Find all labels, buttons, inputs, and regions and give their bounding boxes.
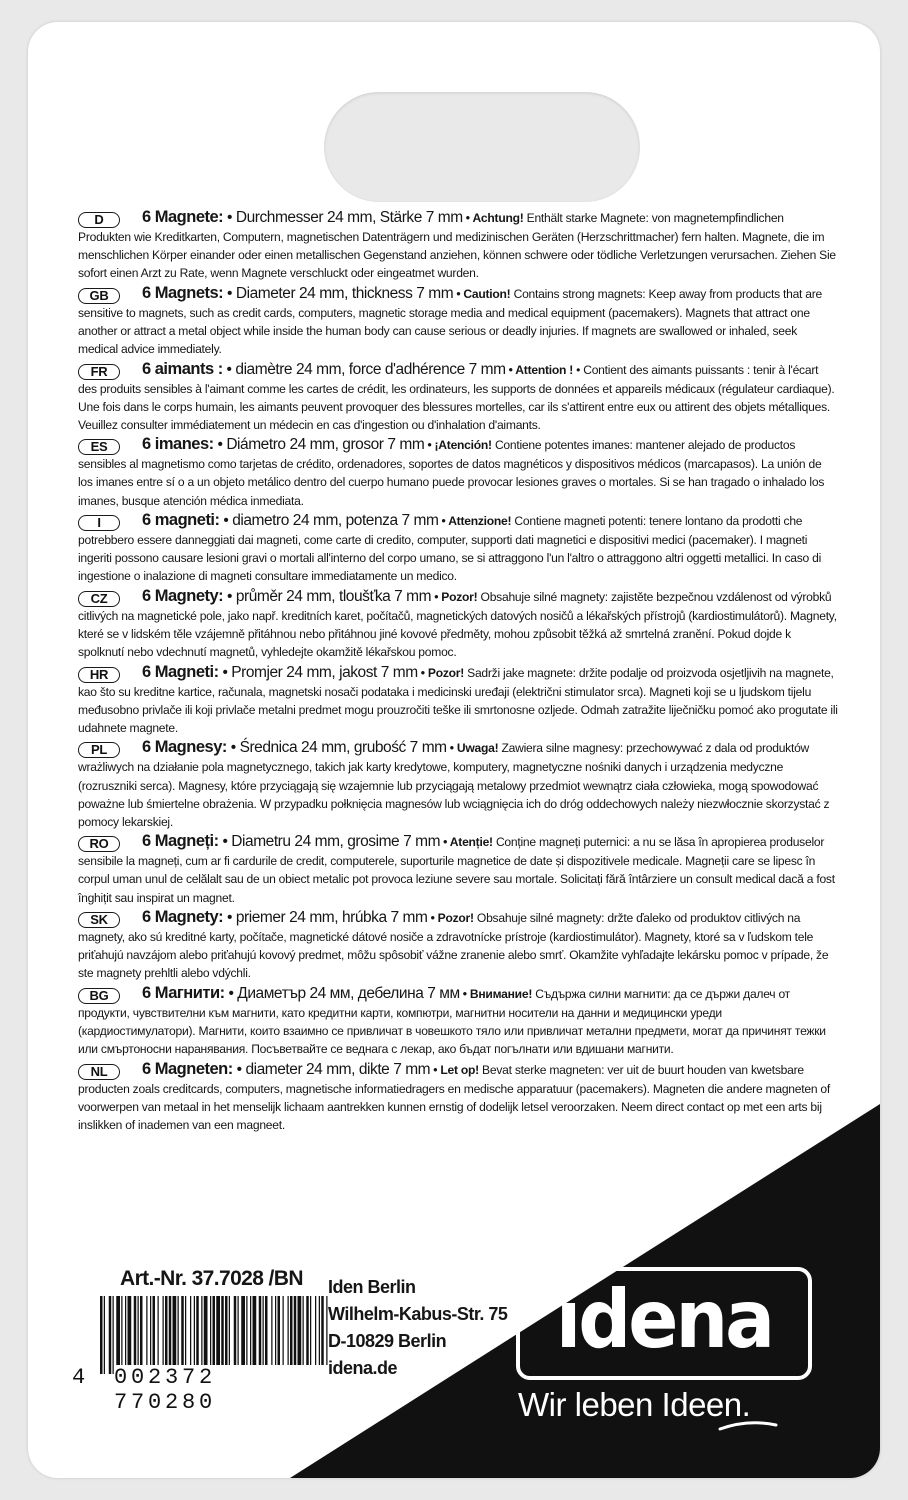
product-title: 6 Magneten:: [142, 1059, 233, 1078]
barcode-bar: [181, 1296, 184, 1374]
barcode-bar: [263, 1296, 264, 1374]
company-address: [328, 1274, 507, 1382]
warning-text-list: [78, 208, 838, 1135]
barcode-bar: [229, 1296, 230, 1374]
barcode-bar: [163, 1296, 164, 1374]
warning-label: • Pozor!: [427, 911, 474, 926]
warning-text: Contiene magneti potenti: tenere lontano da prodotti che potrebbero essere danneggiati dai magneti, come carte di credito, computer, supporti dati magnetici e dispositivi medici (pacemaker). I magneti ingeriti possono causare lesioni gravi o mortali all'interno del corpo umano, se si attraggono l'un l'altro o attraggono altri oggetti metallici. In caso di ingestione o inalazione di magneti consultare immediatamente un medico.: [78, 514, 822, 584]
warning-label: • Achtung!: [462, 211, 524, 225]
product-spec: • diameter 24 mm, dikte 7 mm: [232, 1060, 431, 1078]
barcode-bar: [104, 1296, 105, 1374]
barcode-bar: [113, 1296, 114, 1374]
lang-block-gb: [78, 284, 838, 358]
warning-text: Съдържа силни магнити: да се държи далеч от продукти, чувствителни към магнити, като кредитни карти, компютри, магнитни носители на данни и медицински уреди (кардиостимулатори). Магнити, които взаимно се привличат в човешкото тяло или привличат метални предмети, могат да причинят тежки или смъртоносни наранявания. Посъветвайте се веднага с лекар, ако бъдат погълнати или вдишани магнити.: [78, 986, 826, 1057]
product-title: 6 Magnety:: [142, 908, 224, 927]
company-name: Iden Berlin: [328, 1277, 416, 1297]
warning-text: Bevat sterke magneten: ver uit de buurt houden van kwetsbare producten zoals creditcards, computers, magnetische informatiedragers en medische apparatuur (pacemakers). Magneten die andere magneten of voorwerpen van metaal in het menselijk lichaam aantrekken kunnen ernstig of dodelijk letsel veroorzaken. Neem direct contact op met een arts bij inslikken of inademen van een magneet.: [78, 1062, 831, 1132]
warning-text: Obsahuje silné magnety: zajistěte bezpečnou vzdálenost od výrobků citlivých na magnetické pole, jako např. kreditních karet, počítačů, magnetických datových nosičů a lékařských přístrojů (kardiostimulátorů). Magnety, které se v lidském těle vzájemně přitáhnou nebo přitáhnou jiné kovové předměty, mohou způsobit těžká až smrtelná zranění. Pokud dojde k spolknutí nebo vdechnutí magnetů, vyhledejte okamžitě lékařskou pomoc.: [78, 589, 837, 660]
barcode-bar: [134, 1296, 137, 1374]
logo-wordmark: idena: [555, 1273, 773, 1366]
barcode-bar: [271, 1296, 272, 1374]
barcode-bar: [194, 1296, 195, 1374]
warning-label: • Pozor!: [431, 589, 478, 604]
barcode-bar: [298, 1296, 302, 1374]
tagline-swoosh: [718, 1417, 778, 1433]
brand-tagline: Wir leben Ideen.: [518, 1386, 751, 1423]
warning-label: • Внимание!: [459, 986, 533, 1001]
product-title: 6 Magnets:: [142, 283, 224, 302]
barcode-bar: [173, 1296, 177, 1374]
barcode: [98, 1296, 330, 1374]
barcode-bar: [165, 1296, 168, 1374]
barcode-bar: [265, 1296, 268, 1374]
warning-label: • Attention !: [505, 362, 574, 377]
idena-logo: [516, 1267, 812, 1380]
barcode-bar: [303, 1296, 304, 1374]
product-spec: • průměr 24 mm, tloušťka 7 mm: [223, 587, 432, 605]
warning-label: • Let op!: [430, 1062, 479, 1077]
barcode-bar: [259, 1296, 262, 1374]
company-website: idena.de: [328, 1358, 398, 1378]
lang-block-sk: [78, 908, 838, 982]
barcode-bar: [100, 1296, 103, 1374]
barcode-bar: [109, 1296, 112, 1374]
barcode-bar: [319, 1296, 320, 1374]
product-spec: • Diameter 24 mm, thickness 7 mm: [223, 284, 454, 302]
warning-label: • Caution!: [453, 286, 511, 301]
blister-card: [28, 22, 880, 1478]
product-spec: • Średnica 24 mm, grubość 7 mm: [226, 739, 447, 757]
lang-block-fr: [78, 360, 838, 434]
lang-block-pl: [78, 738, 838, 830]
barcode-bar: [253, 1296, 257, 1374]
language-badge: NL: [78, 1064, 120, 1080]
product-spec: • Durchmesser 24 mm, Stärke 7 mm: [223, 209, 463, 226]
language-badge: ES: [78, 439, 120, 455]
barcode-bar: [238, 1296, 239, 1374]
product-title: 6 aimants :: [142, 359, 223, 378]
warning-text: • Contient des aimants puissants : tenir à l'écart des produits sensibles à l'aimant comme les cartes de crédit, les ordinateurs, les supports de données et appareils médicaux (régulateur cardiaque). Une fois dans le corps humain, les aimants peuvent provoquer des blessures mortelles, car ils s'attirent entre eux ou attirent des objets métalliques. Veuillez consulter immédiatement un médecin en cas d'ingestion ou d'inhalation d'aimants.: [78, 362, 835, 432]
warning-text: Contiene potentes imanes: mantener alejado de productos sensibles al magnetismo como tarjetas de crédito, ordenadores, soportes de datos magnéticos y dispositivos médicos (marcapasos). La unión de los imanes entre sí o a un objeto metálico dentro del cuerpo humano puede provocar lesiones graves o mortales. Si se han tragado o inhalado los imanes, busque atención médica inmediata.: [78, 438, 825, 508]
lang-block-ro: [78, 832, 838, 906]
barcode-bar: [225, 1296, 228, 1374]
language-badge: PL: [78, 742, 120, 758]
language-badge: RO: [78, 836, 120, 852]
product-title: 6 Magnety:: [142, 586, 224, 605]
language-badge: SK: [78, 912, 120, 928]
barcode-bar: [204, 1296, 208, 1374]
barcode-bar: [275, 1296, 276, 1374]
barcode-digits: 002372 770280: [114, 1365, 332, 1415]
warning-text: Contains strong magnets: Keep away from products that are sensitive to magnets, such as credit cards, computers, magnetic storage media and medical equipment (pacemakers). Magnets that attract one another or attract a metal object while inside the human body can cause serious or deadly injuries. If magnets are swallowed or inhaled, seek medical advice immediately.: [78, 286, 822, 356]
lang-block-d: [78, 208, 838, 282]
barcode-bar: [310, 1296, 311, 1374]
barcode-bar: [185, 1296, 186, 1374]
product-spec: • priemer 24 mm, hrúbka 7 mm: [223, 909, 428, 927]
barcode-number: [72, 1365, 332, 1415]
barcode-bar: [250, 1296, 251, 1374]
product-title: 6 Magnete:: [142, 208, 224, 226]
barcode-bar: [290, 1296, 293, 1374]
product-spec: • Diámetro 24 mm, grosor 7 mm: [213, 436, 425, 454]
warning-text: Conține magneți puternici: a nu se lăsa în apropierea produselor sensibile la magneți, cum ar fi cardurile de credit, computerele, suporturile magnetice de date și dispozitivele medicale. Magneții care se lipesc în corpul uman unul de celălalt sau de un obiect metalic pot provoca leziune severe sau mortale. Solicitați fără întârziere un consult medical dacă a fost înghițit sau inspirat un magnet.: [78, 835, 835, 905]
barcode-bar: [169, 1296, 172, 1374]
product-title: 6 Magneți:: [142, 832, 219, 851]
barcode-bar: [128, 1296, 132, 1374]
barcode-bar: [288, 1296, 289, 1374]
barcode-bar: [246, 1296, 247, 1374]
product-title: 6 imanes:: [142, 435, 214, 454]
barcode-bar: [196, 1296, 199, 1374]
company-street: Wilhelm-Kabus-Str. 75: [328, 1304, 508, 1324]
language-badge: FR: [78, 364, 120, 380]
barcode-bar: [213, 1296, 216, 1374]
barcode-bar: [278, 1296, 281, 1374]
warning-label: • Atenție!: [440, 835, 493, 850]
barcode-bar: [158, 1296, 159, 1374]
lang-block-i: [78, 511, 838, 585]
product-title: 6 Магнити:: [142, 983, 225, 1002]
product-spec: • Diametru 24 mm, grosime 7 mm: [218, 833, 441, 851]
warning-label: • Attenzione!: [438, 514, 512, 529]
barcode-bar: [178, 1296, 179, 1374]
lang-block-cz: [78, 587, 838, 661]
barcode-bar: [146, 1296, 147, 1374]
language-badge: GB: [78, 288, 120, 304]
language-badge: HR: [78, 667, 120, 683]
product-title: 6 Magneti:: [142, 662, 219, 681]
company-city: D-10829 Berlin: [328, 1331, 447, 1351]
warning-label: • Pozor!: [417, 665, 465, 680]
product-title: 6 magneti:: [142, 511, 220, 530]
barcode-bar: [153, 1296, 156, 1374]
warning-text: Zawiera silne magnesy: przechowywać z dala od produktów wrażliwych na działanie pola magnetycznego, takich jak karty kredytowe, komputery, magnetyczne nośniki danych i urządzenia medyczne (rozruszniki serca). Magnesy, które przyciągają się wzajemnie lub przyciągają metalowy przedmiot wewnątrz ciała człowieka, mogą spowodować poważne lub śmiertelne obrażenia. W przypadku połknięcia magnesów lub wciągnięcia ich do dróg oddechowych należy niezwłocznie skorzystać z pomocy lekarskiej.: [78, 741, 830, 829]
barcode-bar: [140, 1296, 143, 1374]
barcode-bar: [116, 1296, 120, 1374]
lang-block-hr: [78, 663, 838, 737]
barcode-bar: [190, 1296, 191, 1374]
product-spec: • Promjer 24 mm, jakost 7 mm: [218, 663, 418, 681]
product-spec: • diamètre 24 mm, force d'adhérence 7 mm: [222, 360, 506, 378]
barcode-bar: [234, 1296, 237, 1374]
barcode-bar: [210, 1296, 211, 1374]
warning-text: Sadrži jake magnete: držite podalje od proizvoda osjetljivih na magnete, kao što su kreditne kartice, računala, magnetski nosači podataka i medicinski uređaji (električni stimulator srca). Magneti koji se u ljudskom tijelu međusobno privlače ili koji privlače metalni predmet mogu prouzročiti teške ili smrtonosne ozljede. Odmah zatražite liječničku pomoć ako progutate ili udahnete magnete.: [78, 665, 838, 735]
barcode-bar: [216, 1296, 220, 1374]
product-spec: • Диаметър 24 мм, дебелина 7 мм: [224, 984, 460, 1002]
barcode-bar: [306, 1296, 309, 1374]
barcode-bar: [150, 1296, 151, 1374]
warning-text: Obsahuje silné magnety: držte ďaleko od produktov citlivých na magnety, ako sú kreditné karty, počítače, magnetické dátové nosiče a zdravotnícke prístroje (kardiostimulátor). Magnety, ktoré sa v ľudskom tele priťahujú navzájom alebo priťahujú kovový predmet, môžu spôsobiť vážne zranenie alebo smrť. Okamžite vyhľadajte lekársku pomoc v prípade, že ste magnety prehltli alebo vdýchli.: [78, 911, 829, 981]
warning-label: • ¡Atención!: [424, 438, 492, 453]
product-spec: • diametro 24 mm, potenza 7 mm: [219, 512, 439, 530]
barcode-bar: [125, 1296, 126, 1374]
language-badge: D: [78, 212, 120, 228]
product-title: 6 Magnesy:: [142, 738, 227, 757]
barcode-bar: [138, 1296, 139, 1374]
barcode-bar: [315, 1296, 316, 1374]
barcode-bar: [321, 1296, 324, 1374]
barcode-bar: [294, 1296, 297, 1374]
lang-block-bg: [78, 984, 838, 1058]
barcode-bar: [241, 1296, 245, 1374]
barcode-bar: [201, 1296, 202, 1374]
lang-block-nl: [78, 1060, 838, 1134]
barcode-bar: [221, 1296, 224, 1374]
language-badge: BG: [78, 988, 120, 1004]
lang-block-es: [78, 435, 838, 509]
barcode-lead-digit: 4: [72, 1365, 86, 1390]
language-badge: I: [78, 515, 120, 531]
barcode-bar: [283, 1296, 284, 1374]
barcode-bar: [121, 1296, 122, 1374]
warning-text: Enthält starke Magnete: von magnetempfindlichen Produkten wie Kreditkarten, Computern, magnetischen Datenträgern und medizinischen Geräten (Herzschrittmacher) fern halten. Magnete, die im menschlichen Körper einander oder einen metallischen Gegenstand anziehen, können schwere oder tödliche Verletzungen verursachen. Ziehen Sie sofort einen Arzt zu Rate, wenn Magnete verschluckt oder eingeatmet wurden.: [78, 211, 836, 281]
article-number: Art.-Nr. 37.7028 /BN: [120, 1267, 303, 1290]
warning-label: • Uwaga!: [446, 741, 499, 756]
language-badge: CZ: [78, 591, 120, 607]
